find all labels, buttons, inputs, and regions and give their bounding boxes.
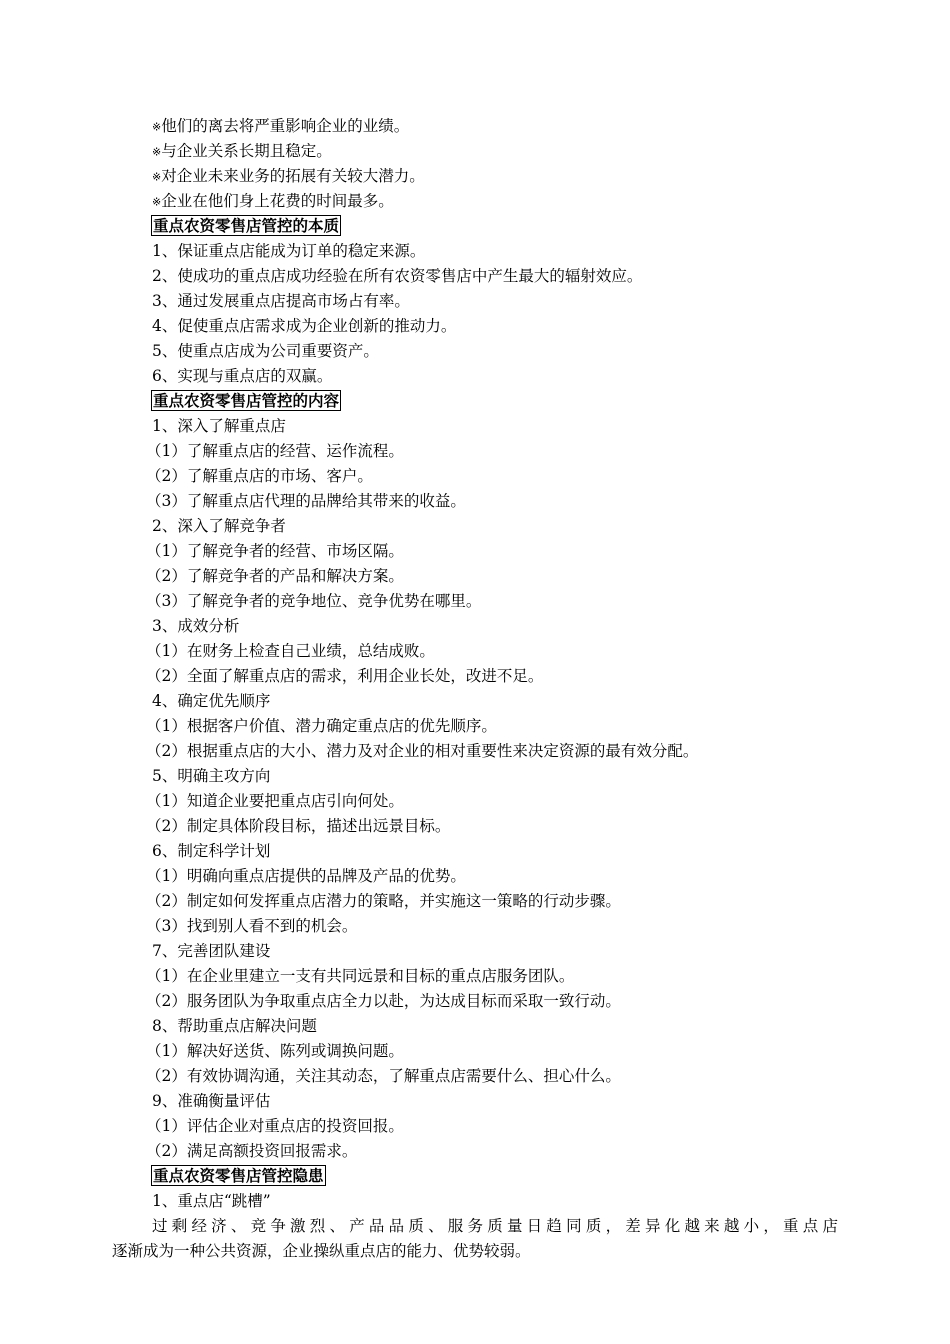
section-heading-content — [0, 389, 950, 414]
section-heading-risk — [0, 1164, 950, 1189]
essence-item: 1、保证重点店能成为订单的稳定来源。 — [152, 242, 426, 260]
intro-bullet — [0, 114, 950, 139]
content-sub-item: （1）在财务上检查自己业绩，总结成败。 — [146, 642, 435, 660]
intro-bullet-text: 对企业未来业务的拓展有关较大潜力。 — [161, 167, 425, 185]
intro-bullet-text: 他们的离去将严重影响企业的业绩。 — [161, 117, 410, 135]
content-group-title: 8、帮助重点店解决问题 — [152, 1017, 317, 1035]
content-sub-item: （2）根据重点店的大小、潜力及对企业的相对重要性来决定资源的最有效分配。 — [146, 742, 699, 760]
intro-bullet — [0, 139, 950, 164]
content-sub-item: （2）满足高额投资回报需求。 — [146, 1142, 358, 1160]
risk-paragraph-line1: 过剩经济、竞争激烈、产品品质、服务质量日趋同质，差异化越来越小，重点店 — [152, 1217, 838, 1235]
content-sub-item: （1）知道企业要把重点店引向何处。 — [146, 792, 404, 810]
boxed-heading: 重点农资零售店管控隐患 — [153, 1166, 324, 1185]
intro-bullet — [0, 164, 950, 189]
content-group-title: 7、完善团队建设 — [152, 942, 271, 960]
content-sub-item: （1）评估企业对重点店的投资回报。 — [146, 1117, 404, 1135]
reference-mark-icon: ※ — [152, 195, 162, 209]
content-sub-item: （1）了解重点店的经营、运作流程。 — [146, 442, 404, 460]
content-group-title: 3、成效分析 — [152, 617, 240, 635]
boxed-heading: 重点农资零售店管控的本质 — [153, 216, 340, 235]
reference-mark-icon: ※ — [152, 120, 162, 134]
content-sub-item: （2）服务团队为争取重点店全力以赴，为达成目标而采取一致行动。 — [146, 992, 621, 1010]
essence-item: 6、实现与重点店的双赢。 — [152, 367, 333, 385]
content-sub-item: （3）了解重点店代理的品牌给其带来的收益。 — [146, 492, 466, 510]
content-group-title: 2、深入了解竞争者 — [152, 517, 286, 535]
document-body — [0, 114, 950, 1264]
content-group-title: 4、确定优先顺序 — [152, 692, 271, 710]
reference-mark-icon: ※ — [152, 170, 162, 184]
risk-item-title: 1、重点店“跳槽” — [152, 1192, 271, 1210]
content-sub-item: （2）了解竞争者的产品和解决方案。 — [146, 567, 404, 585]
content-sub-item: （2）制定如何发挥重点店潜力的策略，并实施这一策略的行动步骤。 — [146, 892, 621, 910]
content-sub-item: （1）在企业里建立一支有共同远景和目标的重点店服务团队。 — [146, 967, 575, 985]
boxed-heading: 重点农资零售店管控的内容 — [153, 391, 340, 410]
essence-item: 2、使成功的重点店成功经验在所有农资零售店中产生最大的辐射效应。 — [152, 267, 643, 285]
essence-item: 4、促使重点店需求成为企业创新的推动力。 — [152, 317, 457, 335]
content-sub-item: （1）根据客户价值、潜力确定重点店的优先顺序。 — [146, 717, 497, 735]
content-sub-item: （1）解决好送货、陈列或调换问题。 — [146, 1042, 404, 1060]
reference-mark-icon: ※ — [152, 145, 162, 159]
content-sub-item: （2）制定具体阶段目标，描述出远景目标。 — [146, 817, 451, 835]
essence-item: 3、通过发展重点店提高市场占有率。 — [152, 292, 410, 310]
content-sub-item: （2）全面了解重点店的需求，利用企业长处，改进不足。 — [146, 667, 544, 685]
risk-paragraph-line2: 逐渐成为一种公共资源，企业操纵重点店的能力、优势较弱。 — [112, 1242, 531, 1260]
content-sub-item: （2）了解重点店的市场、客户。 — [146, 467, 373, 485]
content-sub-item: （3）找到别人看不到的机会。 — [146, 917, 358, 935]
essence-item: 5、使重点店成为公司重要资产。 — [152, 342, 379, 360]
section-heading-essence — [0, 214, 950, 239]
intro-bullet — [0, 189, 950, 214]
content-sub-item: （1）了解竞争者的经营、市场区隔。 — [146, 542, 404, 560]
intro-bullet-text: 企业在他们身上花费的时间最多。 — [161, 192, 394, 210]
content-sub-item: （3）了解竞争者的竞争地位、竞争优势在哪里。 — [146, 592, 482, 610]
content-sub-item: （2）有效协调沟通，关注其动态，了解重点店需要什么、担心什么。 — [146, 1067, 621, 1085]
content-group-title: 6、制定科学计划 — [152, 842, 271, 860]
content-group-title: 9、准确衡量评估 — [152, 1092, 271, 1110]
intro-bullet-text: 与企业关系长期且稳定。 — [161, 142, 332, 160]
content-group-title: 5、明确主攻方向 — [152, 767, 271, 785]
content-group-title: 1、深入了解重点店 — [152, 417, 286, 435]
content-sub-item: （1）明确向重点店提供的品牌及产品的优势。 — [146, 867, 466, 885]
